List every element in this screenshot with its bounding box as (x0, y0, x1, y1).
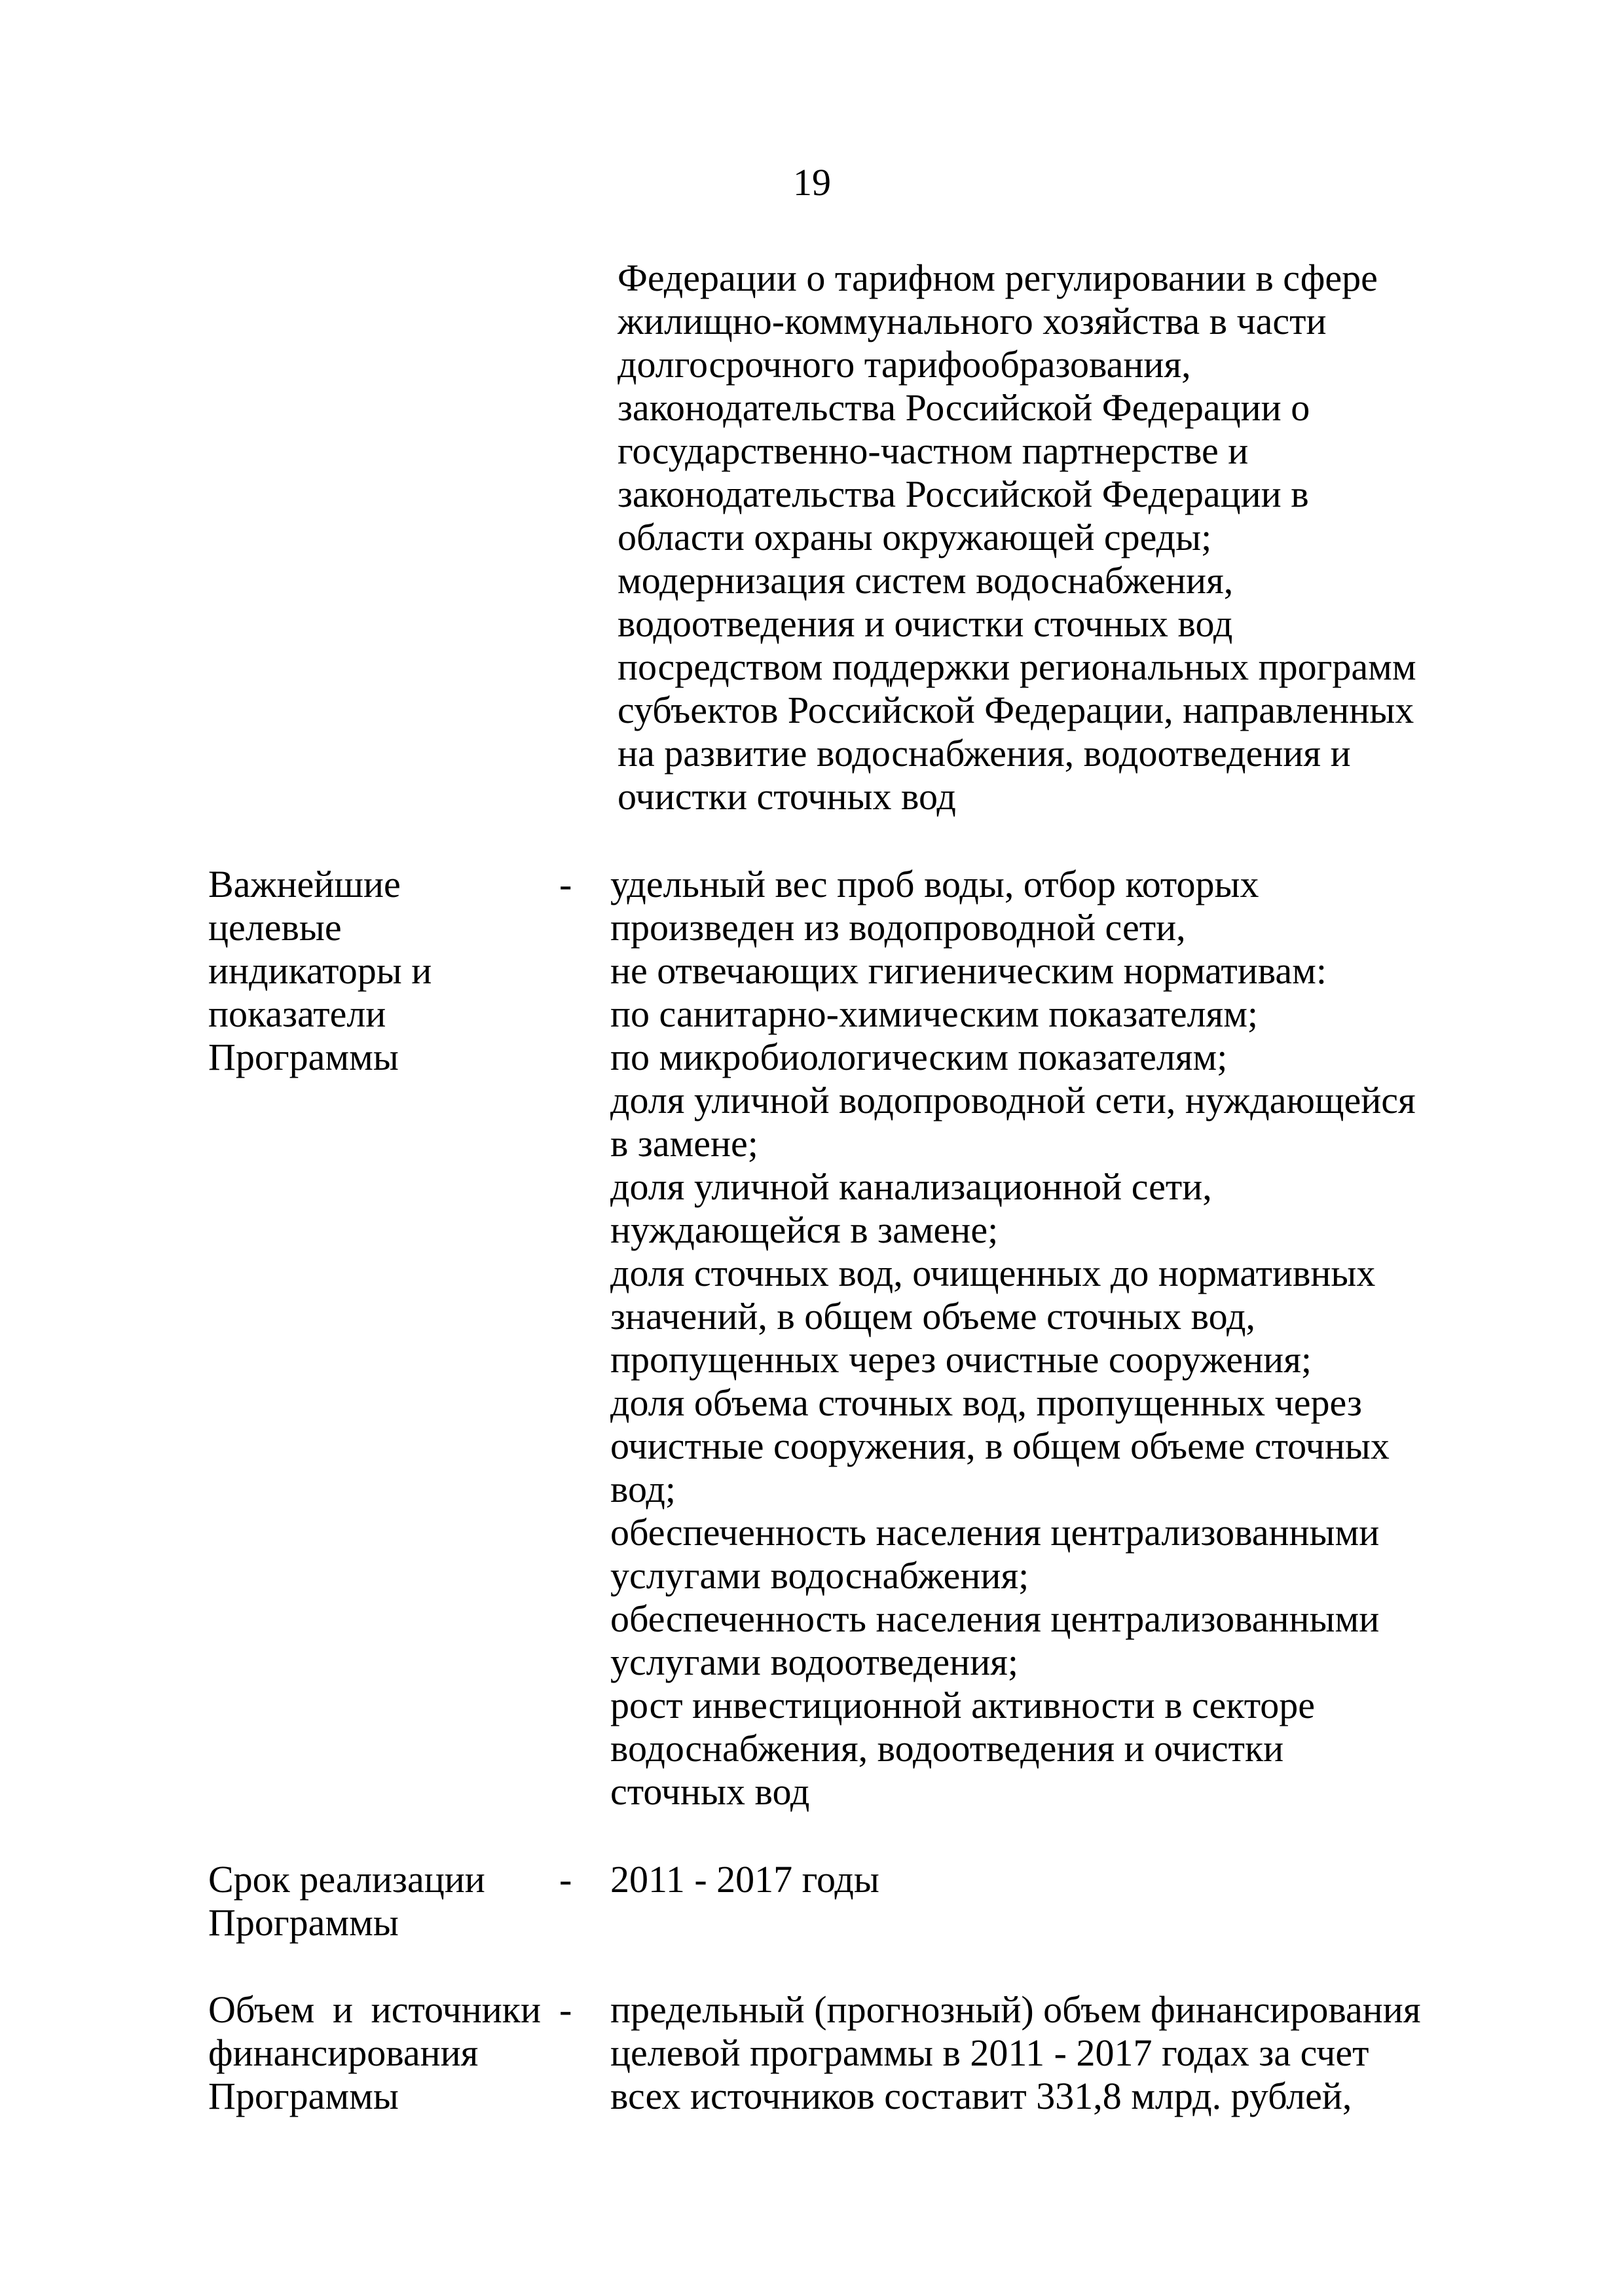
value-line: пропущенных через очистные сооружения; (610, 1338, 1312, 1381)
value-line: услугами водоснабжения; (610, 1554, 1029, 1597)
intro-line: Федерации о тарифном регулировании в сфере (618, 257, 1378, 299)
label-word: и (333, 1988, 354, 2031)
label-line: показатели (208, 993, 386, 1035)
value-line: доля уличной водопроводной сети, нуждающейся (610, 1079, 1416, 1121)
intro-paragraph (618, 257, 1416, 818)
section-value (610, 1988, 1421, 2118)
value-line: значений, в общем объеме сточных вод, (610, 1295, 1255, 1338)
intro-line: субъектов Российской Федерации, направленных (618, 689, 1414, 731)
intro-line: законодательства Российской Федерации в (618, 473, 1309, 515)
value-line: услугами водоотведения; (610, 1641, 1019, 1683)
label-line: целевые (208, 906, 342, 949)
intro-line: государственно-частном партнерстве и (618, 429, 1249, 472)
label-line: финансирования (208, 2032, 479, 2074)
value-line: в замене; (610, 1122, 758, 1165)
value-line: очистные сооружения, в общем объеме сточных (610, 1425, 1390, 1467)
value-line: доля уличной канализационной сети, (610, 1165, 1212, 1208)
section-label (208, 863, 432, 1079)
section-value (610, 863, 1416, 1813)
section-label (208, 1858, 485, 1944)
label-line: индикаторы и (208, 949, 432, 992)
value-line: водоснабжения, водоотведения и очистки (610, 1727, 1284, 1770)
value-line: не отвечающих гигиеническим нормативам: (610, 949, 1327, 992)
value-line: сточных вод (610, 1770, 810, 1813)
label-word: Объем (208, 1988, 315, 2031)
value-line: доля сточных вод, очищенных до нормативных (610, 1252, 1376, 1294)
label-line: Программы (208, 2075, 399, 2117)
value-line: всех источников составит 331,8 млрд. рублей, (610, 2075, 1352, 2117)
intro-line: водоотведения и очистки сточных вод (618, 602, 1233, 645)
section-dash: - (559, 1858, 572, 1901)
value-line: по микробиологическим показателям; (610, 1036, 1228, 1078)
intro-line: законодательства Российской Федерации о (618, 386, 1310, 429)
section-dash: - (559, 863, 572, 905)
label-line (208, 1988, 541, 2032)
label-line: Срок реализации (208, 1858, 485, 1901)
label-line: Программы (208, 1036, 399, 1078)
page-number: 19 (793, 161, 831, 204)
value-line: 2011 - 2017 годы (610, 1858, 879, 1901)
intro-line: на развитие водоснабжения, водоотведения и (618, 732, 1351, 774)
intro-line: области охраны окружающей среды; (618, 516, 1212, 558)
intro-line: жилищно-коммунального хозяйства в части (618, 300, 1327, 342)
intro-line: долгосрочного тарифообразования, (618, 343, 1191, 386)
value-line: нуждающейся в замене; (610, 1209, 999, 1251)
value-line: предельный (прогнозный) объем финансирования (610, 1988, 1421, 2031)
value-line: рост инвестиционной активности в секторе (610, 1684, 1316, 1726)
section-dash: - (559, 1988, 572, 2031)
label-line: Программы (208, 1901, 399, 1944)
value-line: по санитарно-химическим показателям; (610, 993, 1259, 1035)
value-line: произведен из водопроводной сети, (610, 906, 1186, 949)
value-line: вод; (610, 1468, 676, 1510)
label-word: источники (371, 1988, 541, 2031)
value-line: целевой программы в 2011 - 2017 годах за счет (610, 2032, 1369, 2074)
value-line: удельный вес проб воды, отбор которых (610, 863, 1259, 905)
section-value (610, 1858, 879, 1901)
intro-line: очистки сточных вод (618, 775, 956, 818)
intro-line: модернизация систем водоснабжения, (618, 559, 1234, 602)
label-line: Важнейшие (208, 863, 401, 905)
value-line: обеспеченность населения централизованными (610, 1511, 1380, 1554)
value-line: обеспеченность населения централизованными (610, 1597, 1380, 1640)
section-label (208, 1988, 541, 2118)
value-line: доля объема сточных вод, пропущенных через (610, 1381, 1362, 1424)
intro-line: посредством поддержки региональных программ (618, 646, 1416, 688)
